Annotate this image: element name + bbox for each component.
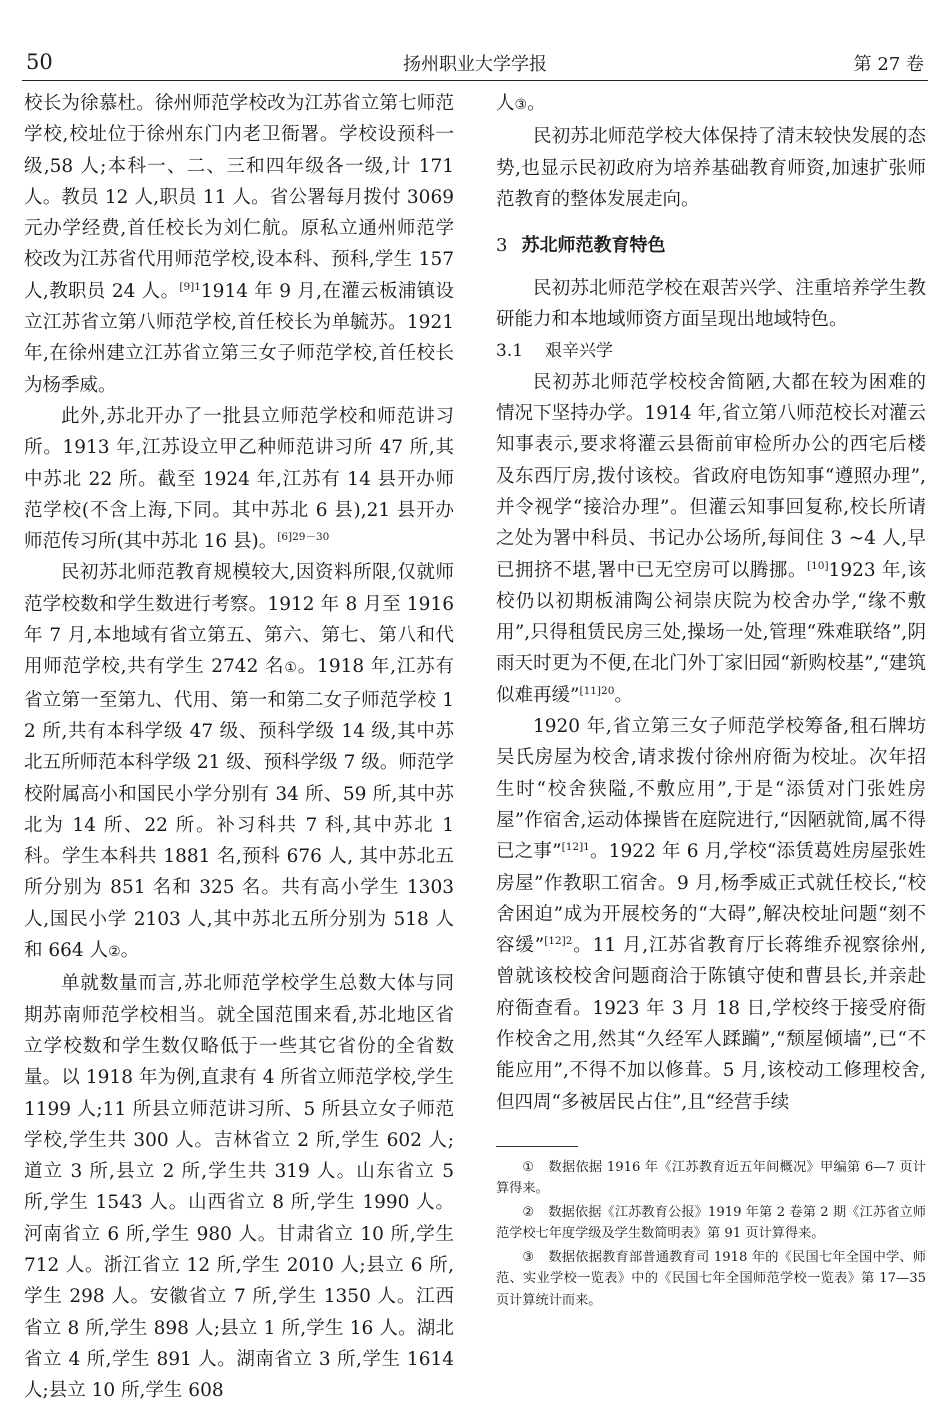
subsection-heading [496, 336, 926, 367]
text-run: 民初苏北师范学校大体保持了清末较快发展的态势,也显示民初政府为培养基础教育师资,加速扩张师范教育的整体发展走向。 [496, 126, 926, 210]
paragraph [496, 711, 926, 1118]
text-run: 。1922 年 6 月,学校“添赁葛姓房屋张姓房屋”作教职工宿舍。9 月,杨季威正式就任校长,“校舍困迫”成为开展校务的“大碍”,解决校址问题“刻不容缓” [496, 841, 926, 957]
paragraph [496, 88, 926, 121]
section-heading [496, 229, 926, 263]
journal-title: 扬州职业大学学报 [403, 54, 547, 75]
citation-ref[interactable]: [12]2 [544, 935, 573, 948]
footnote-divider [496, 1146, 578, 1147]
citation-ref[interactable]: [6]29－30 [277, 531, 330, 544]
text-run: 1914 年 9 月,在灌云板浦镇设立江苏省立第八师范学校,首任校长为单毓苏。1921 年,在徐州建立江苏省立第三女子师范学校,首任校长为杨季威。 [24, 280, 454, 396]
citation-ref[interactable]: [11]20 [579, 684, 615, 697]
text-run: 民初苏北师范学校在艰苦兴学、注重培养学生教研能力和本地域师资方面呈现出地域特色。 [496, 278, 926, 331]
text-run: 。1918 年,江苏有省立第一至第九、代用、第一和第二女子师范学校 12 所,共有本科学级 47 级、预科学级 14 级,其中苏北五所师范本科学级 21 级、预科学级 7 级。师范学校附属高小和国民小学分别有 34 所、59 所,其中苏北为 14 所、22 所。补习科共 7 科,其中苏北 1 科。学生本科共 1881 名,预科 676 人, 其中苏北五所分别为 851 名和 325 名。共有高小学生 1303 人,国民小学 2103 人,其中苏北五所分别为 518 人和 664 人 [24, 656, 454, 962]
footnote-mark: ① [522, 1159, 535, 1175]
section-title: 苏北师范教育特色 [521, 235, 666, 257]
paragraph [24, 401, 454, 557]
text-run: 。 [527, 93, 546, 114]
paragraph [496, 273, 926, 336]
paragraph [496, 121, 926, 215]
text-run: 。11 月,江苏省教育厅长蒋维乔视察徐州,曾就该校校舍问题商洽于陈镇守使和曹县长,并亲赴府衙查看。1923 年 3 月 18 日,学校终于接受府衙作校舍之用,然其“久经军人蹂躏”,“颓屋倾墙”,已“不能应用”,不得不加以修葺。5 月,该校动工修理校舍,但四周“多被居民占住”,且“经营手续 [496, 935, 926, 1113]
paragraph [24, 88, 454, 401]
subsection-number: 3.1 [496, 340, 524, 361]
footnote [496, 1202, 926, 1245]
footnote-text: 数据依据教育部普通教育司 1918 年的《民国七年全国中学、师范、实业学校一览表》中的《民国七年全国师范学校一览表》第 17—35 页计算统计而来。 [496, 1249, 926, 1308]
running-header [22, 40, 928, 81]
text-run: 校长为徐慕杜。徐州师范学校改为江苏省立第七师范学校,校址位于徐州东门内老卫衙署。学校设预科一级,58 人;本科一、二、三和四年级各一级,计 171 人。教员 12 人,职员 11 人。省公署每月拨付 3069 元办学经费,首任校长为刘仁航。原私立通州师范学校改为江苏省代用师范学校,设本科、预科,学生 157 人,教职员 24 人。 [24, 93, 454, 302]
text-run: 民初苏北师范学校校舍简陋,大都在较为困难的情况下坚持办学。1914 年,省立第八师范校长对灌云知事表示,要求将灌云县衙前审检所办公的西宅后楼及东西厅房,拨付该校。省政府电饬知事“遵照办理”,并令视学“接洽办理”。但灌云知事回复称,校长所请之处为署中科员、书记办公场所,每间住 3 ~4 人,早已拥挤不堪,署中已无空房可以腾挪。 [496, 371, 926, 581]
paragraph [24, 557, 454, 968]
left-column [24, 88, 454, 1406]
footnote-mark: ② [522, 1204, 535, 1220]
citation-ref[interactable]: [10] [806, 559, 829, 572]
footnote-ref[interactable]: ② [108, 944, 121, 961]
footnote [496, 1157, 926, 1200]
citation-ref[interactable]: [9]1 [179, 280, 201, 293]
footnote-text: 数据依据《江苏教育公报》1919 年第 2 卷第 2 期《江苏省立师范学校七年度学级及学生数简明表》第 91 页计算得来。 [496, 1204, 926, 1242]
footnotes [496, 1157, 926, 1312]
text-run: 此外,苏北开办了一批县立师范学校和师范讲习所。1913 年,江苏设立甲乙种师范讲习所 47 所,其中苏北 22 所。截至 1924 年,江苏有 14 县开办师范学校(不含上海,下同。其中苏北 6 县),21 县开办师范传习所(其中苏北 16 县)。 [24, 405, 454, 553]
text-run: 1923 年,该校仍以初期板浦陶公祠崇庆院为校舍办学,“缘不敷用”,只得租赁民房三处,操场一处,管理“殊难联络”,阴雨天时更为不便,在北门外丁家旧园“新购校基”,“建筑似难再缓” [496, 559, 926, 706]
section-number: 3 [496, 235, 508, 257]
footnote [496, 1247, 926, 1312]
right-column [496, 88, 926, 1313]
page-number: 50 [26, 50, 53, 74]
subsection-title: 艰辛兴学 [545, 340, 614, 361]
text-run: 单就数量而言,苏北师范学校学生总数大体与同期苏南师范学校相当。就全国范围来看,苏北地区省立学校数和学生数仅略低于一些其它省份的全省数量。以 1918 年为例,直隶有 4 所省立师范学校,学生 1199 人;11 所县立师范讲习所、5 所县立女子师范学校,学生共 300 人。吉林省立 2 所,学生 602 人;道立 3 所,县立 2 所,学生共 319 人。山东省立 5 所,学生 1543 人。山西省立 8 所,学生 1990 人。河南省立 6 所,学生 980 人。甘肃省立 10 所,学生 712 人。浙江省立 12 所,学生 2010 人;县立 6 所,学生 298 人。安徽省立 7 所,学生 1350 人。江西省立 8 所,学生 898 人;县立 1 所,学生 16 人。湖北省立 4 所,学生 891 人。湖南省立 3 所,学生 1614 人;县立 10 所,学生 608 [24, 973, 454, 1402]
text-run: 。 [614, 684, 633, 706]
footnote-ref[interactable]: ① [284, 660, 298, 677]
text-run: 民初苏北师范教育规模较大,因资料所限,仅就师范学校数和学生数进行考察。1912 年 8 月至 1916 年 7 月,本地域有省立第五、第六、第七、第八和代用师范学校,共有学生 2742 名 [24, 562, 454, 678]
footnote-mark: ③ [522, 1249, 535, 1265]
paragraph [496, 367, 926, 711]
citation-ref[interactable]: [12]1 [561, 841, 590, 854]
paragraph [24, 968, 454, 1406]
volume-label: 第 27 卷 [853, 54, 924, 75]
footnote-text: 数据依据 1916 年《江苏教育近五年间概况》甲编第 6—7 页计算得来。 [496, 1159, 926, 1197]
text-run: 人 [496, 93, 515, 114]
footnote-ref[interactable]: ③ [514, 97, 528, 113]
text-run: 1920 年,省立第三女子师范学校筹备,租石牌坊吴氏房屋为校舍,请求拨付徐州府衙为校址。次年招生时“校舍狭隘,不敷应用”,于是“添赁对门张姓房屋”作宿舍,运动体操皆在庭院进行,“因陋就简,属不得已之事” [496, 716, 926, 863]
text-run: 。 [120, 940, 140, 962]
